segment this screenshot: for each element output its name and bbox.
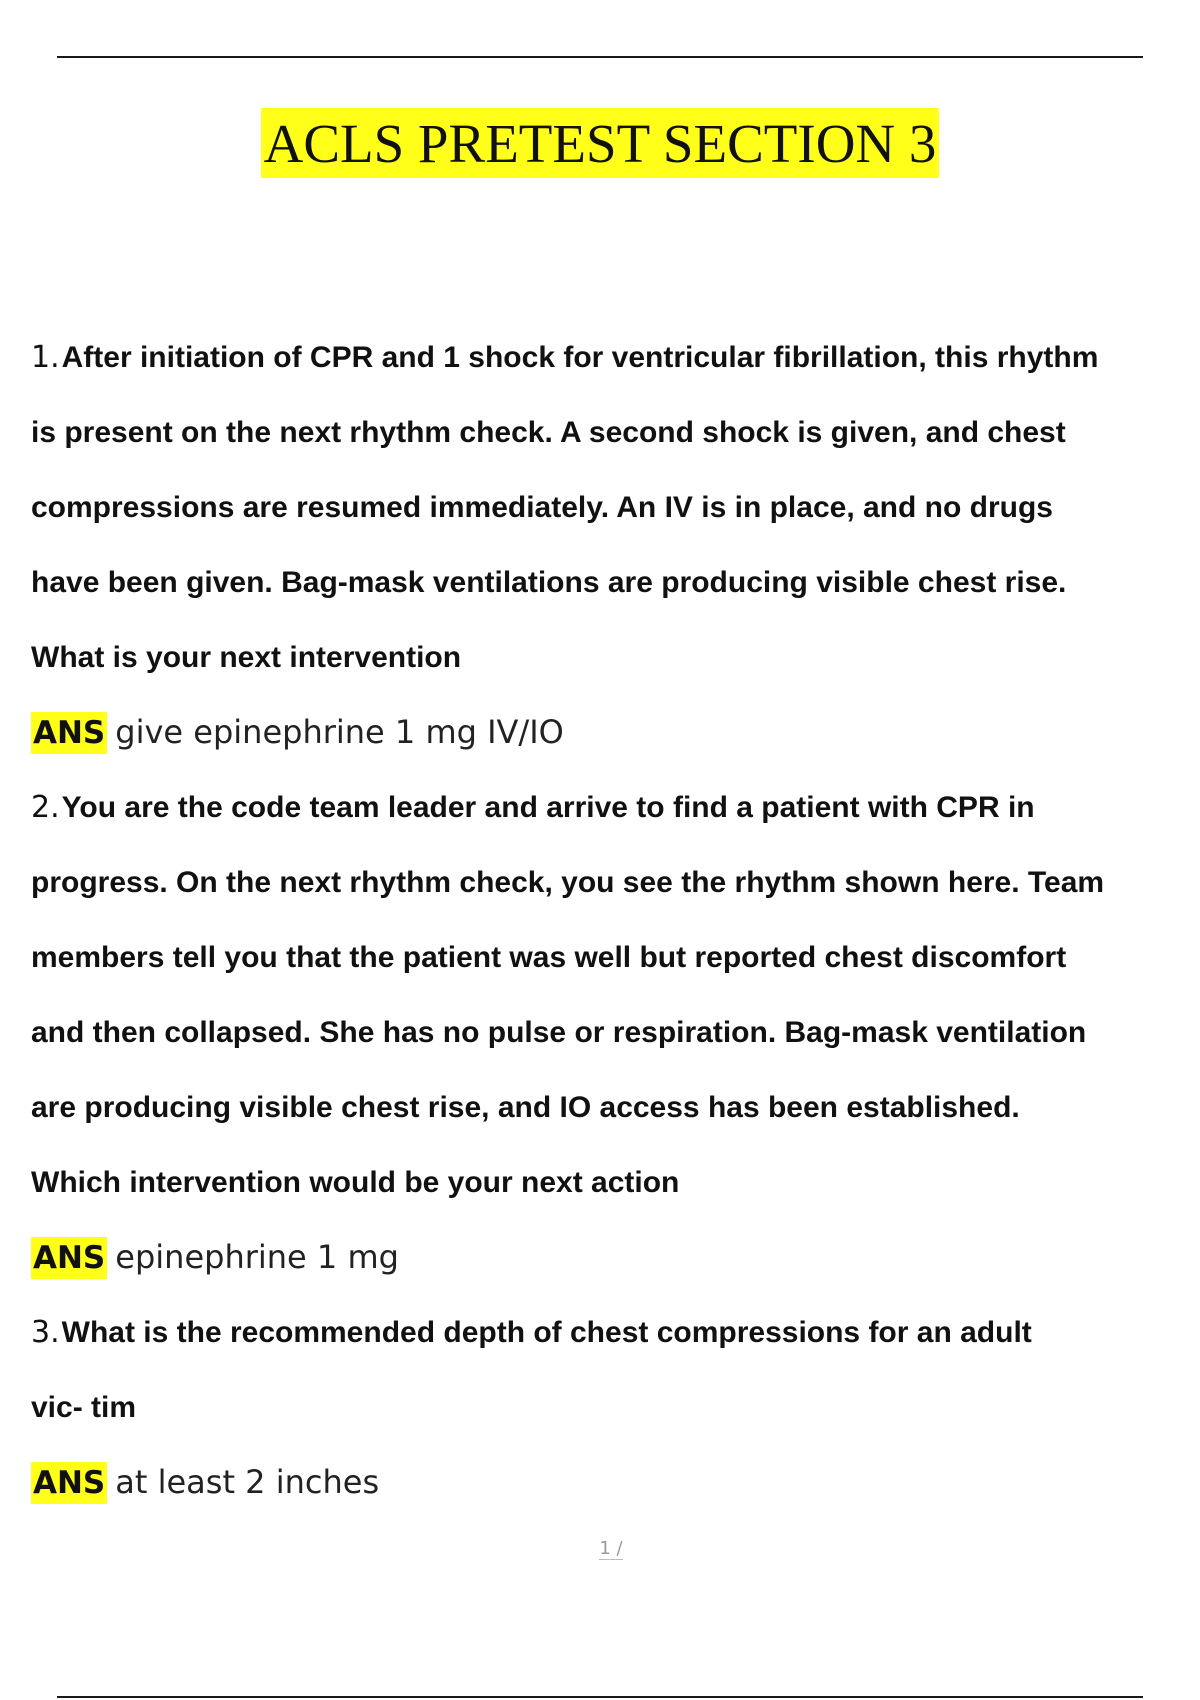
answer-text: epinephrine 1 mg xyxy=(115,1238,399,1276)
question-2 xyxy=(31,770,1191,1295)
answer-line xyxy=(31,1220,1191,1295)
question-line: are producing visible chest rise, and IO access has been established. xyxy=(31,1091,1020,1124)
question-1 xyxy=(31,320,1191,770)
question-list xyxy=(31,320,1191,1520)
page-number-text: 1 / xyxy=(599,1538,623,1559)
question-text: After initiation of CPR and 1 shock for ventricular fibrillation, this rhythm xyxy=(61,341,1099,374)
answer-label: ANS xyxy=(31,1237,107,1279)
question-line xyxy=(31,320,1191,395)
question-line: have been given. Bag-mask ventilations are producing visible chest rise. xyxy=(31,566,1067,599)
question-line: Which intervention would be your next action xyxy=(31,1166,680,1199)
question-line: members tell you that the patient was well but reported chest discomfort xyxy=(31,941,1067,974)
question-line: What is your next intervention xyxy=(31,641,462,674)
question-text: You are the code team leader and arrive to find a patient with CPR in xyxy=(61,791,1035,824)
answer-text: give epinephrine 1 mg IV/IO xyxy=(115,713,564,751)
question-line: vic- tim xyxy=(31,1391,137,1424)
question-line xyxy=(31,770,1191,845)
question-number: 1. xyxy=(31,340,60,375)
question-line: compressions are resumed immediately. An IV is in place, and no drugs xyxy=(31,491,1053,524)
question-line: progress. On the next rhythm check, you see the rhythm shown here. Team xyxy=(31,866,1105,899)
question-3 xyxy=(31,1295,1191,1520)
answer-text: at least 2 inches xyxy=(115,1463,380,1501)
answer-label: ANS xyxy=(31,712,107,754)
page-title: ACLS PRETEST SECTION 3 xyxy=(261,108,940,178)
bottom-divider xyxy=(57,1696,1143,1698)
page-number xyxy=(0,1538,1200,1559)
top-divider xyxy=(57,56,1143,58)
title-container xyxy=(0,108,1200,178)
answer-line xyxy=(31,695,1191,770)
answer-line xyxy=(31,1445,1191,1520)
question-text: What is the recommended depth of chest compressions for an adult xyxy=(61,1316,1032,1349)
question-line: and then collapsed. She has no pulse or respiration. Bag-mask ventilation xyxy=(31,1016,1087,1049)
answer-label: ANS xyxy=(31,1462,107,1504)
question-line xyxy=(31,1295,1191,1370)
question-line: is present on the next rhythm check. A second shock is given, and chest xyxy=(31,416,1066,449)
question-number: 3. xyxy=(31,1315,60,1350)
question-number: 2. xyxy=(31,790,60,825)
